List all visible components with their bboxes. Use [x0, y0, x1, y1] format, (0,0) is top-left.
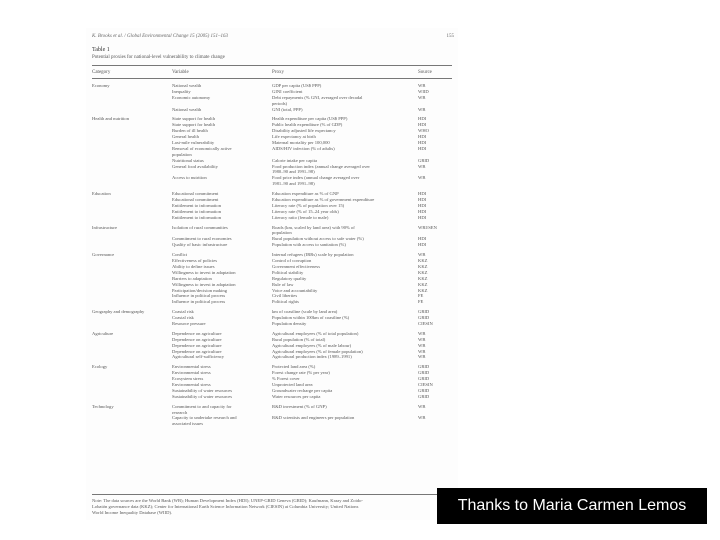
proxy-cell: Voice and accountability	[272, 287, 318, 293]
source-cell: KKZ	[418, 281, 428, 287]
variable-cell: Commitment to and capacity for	[172, 403, 232, 409]
table-body	[92, 83, 452, 431]
variable-cell: Dependence on agriculture	[172, 348, 222, 354]
variable-cell: Sustainability of water resources	[172, 393, 233, 399]
source-cell: WB	[418, 94, 426, 100]
proxy-cell: Education expenditure as % of GNP	[272, 191, 339, 197]
source-cell: HDI	[418, 202, 427, 208]
variable-cell: Influence in political process	[172, 299, 226, 305]
source-cell: HDI	[418, 116, 427, 122]
variable-cell: Barriers to adaptation	[172, 275, 212, 281]
variable-cell: Agricultural self-sufficiency	[172, 354, 225, 360]
source-cell: CIESIN	[418, 320, 433, 326]
source-cell: WIID	[418, 88, 429, 94]
column-header-proxy: Proxy	[272, 70, 284, 75]
source-cell: HDI	[418, 122, 427, 128]
proxy-cell: Control of corruption	[272, 258, 312, 264]
variable-cell: Last-mile vulnerability	[172, 140, 215, 146]
category-cell: Agriculture	[92, 330, 114, 336]
table-group	[92, 225, 452, 249]
category-cell: Economy	[92, 83, 110, 88]
source-cell: GRID	[418, 157, 430, 163]
variable-cell: General food availability	[172, 163, 218, 169]
proxy-cell: % Forest cover	[272, 376, 300, 382]
proxy-cell: Calorie intake per capita	[272, 157, 318, 163]
variable-cell: Environmental stress	[172, 381, 211, 387]
table-row	[92, 299, 452, 305]
proxy-cell: Protected land area (%)	[272, 364, 316, 370]
source-cell: WB	[418, 330, 426, 336]
variable-cell: State support for health	[172, 116, 215, 122]
table-group	[92, 364, 452, 399]
source-cell: GRID	[418, 315, 430, 321]
table-row	[92, 354, 452, 360]
table-title: Table 1	[92, 47, 110, 53]
source-cell: GRID	[418, 309, 430, 315]
proxy-cell: Agricultural employees (% of male labour)	[272, 342, 352, 348]
proxy-cell: 1980–90 and 1991–98)	[272, 169, 315, 175]
variable-cell: Educational commitment	[172, 197, 219, 203]
source-cell: CIESIN	[418, 381, 433, 387]
proxy-cell: Groundwater recharge per capita	[272, 387, 333, 393]
proxy-cell: Rule of law	[272, 281, 294, 287]
proxy-cell: Population density	[272, 320, 307, 326]
source-cell: HDI	[418, 236, 427, 242]
variable-cell: Environmental stress	[172, 370, 211, 376]
source-cell: WB	[418, 354, 426, 360]
variable-cell: Ability to define issues	[172, 263, 215, 269]
column-header-category: Category	[92, 70, 111, 75]
proxy-cell: GINI coefficient	[272, 88, 303, 94]
variable-cell: Quality of basic infrastructure	[172, 242, 228, 248]
proxy-cell: Public health expenditure (% of GDP)	[272, 122, 343, 128]
proxy-cell: Literacy rate (% of 15–24 year olds)	[272, 208, 339, 214]
source-cell: WB	[418, 415, 426, 421]
variable-cell: Access to nutrition	[172, 175, 207, 181]
proxy-cell: Agricultural employees (% of female population)	[272, 348, 363, 354]
variable-cell: National wealth	[172, 106, 202, 112]
variable-cell: State support for health	[172, 122, 215, 128]
source-cell: HDI	[418, 214, 427, 220]
variable-cell: Resource pressure	[172, 320, 206, 326]
source-cell: WRI/SEN	[418, 224, 437, 230]
table-bottom-rule	[92, 494, 452, 495]
category-cell: Geography and demography	[92, 309, 145, 315]
variable-cell: associated issues	[172, 421, 204, 427]
variable-cell: Dependence on agriculture	[172, 342, 222, 348]
category-cell: Ecology	[92, 364, 108, 370]
variable-cell: population	[172, 151, 192, 157]
proxy-cell: Health expenditure per capita (US$ PPP)	[272, 116, 348, 122]
table-group	[92, 404, 452, 428]
column-header-variable: Variable	[172, 70, 189, 75]
variable-cell: Economic autonomy	[172, 94, 211, 100]
source-cell: KKZ	[418, 287, 428, 293]
proxy-cell: R&D investment (% of GNP)	[272, 403, 327, 409]
category-cell: Infrastructure	[92, 224, 117, 230]
variable-cell: Entitlement to information	[172, 214, 221, 220]
variable-cell: Commitment to rural economies	[172, 236, 232, 242]
variable-cell: Sustainability of water resources	[172, 387, 233, 393]
source-cell: HDI	[418, 242, 427, 248]
source-cell: HDI	[418, 208, 427, 214]
variable-cell: Ecosystem stress	[172, 376, 204, 382]
variable-cell: Coastal risk	[172, 315, 194, 321]
variable-cell: Coastal risk	[172, 309, 194, 315]
page-number: 155	[446, 34, 454, 39]
variable-cell: Removal of economically active	[172, 145, 232, 151]
variable-cell: Entitlement to information	[172, 202, 221, 208]
source-cell: WHO	[418, 128, 429, 134]
source-cell: KKZ	[418, 269, 428, 275]
variable-cell: Dependence on agriculture	[172, 336, 222, 342]
variable-cell: Conflict	[172, 252, 188, 258]
variable-cell: Participation/decision making	[172, 287, 227, 293]
source-cell: GRID	[418, 364, 430, 370]
source-cell: WB	[418, 252, 426, 258]
proxy-cell: GNI (total, PPP)	[272, 106, 303, 112]
proxy-cell: Agricultural employees (% of total population)	[272, 330, 359, 336]
table-top-rule	[92, 65, 452, 66]
source-cell: WB	[418, 403, 426, 409]
source-cell: GRID	[418, 370, 430, 376]
source-cell: KKZ	[418, 258, 428, 264]
proxy-cell: Agricultural production index (1989–1991)	[272, 354, 352, 360]
variable-cell: Environmental stress	[172, 364, 211, 370]
table-row	[92, 181, 452, 187]
proxy-cell: Life expectancy at birth	[272, 134, 316, 140]
proxy-cell: periods)	[272, 100, 288, 106]
table-group	[92, 191, 452, 220]
proxy-cell: Food production index (annual change averaged over	[272, 163, 370, 169]
variable-cell: Isolation of rural communities	[172, 224, 228, 230]
header-rule	[92, 78, 452, 79]
variable-cell: Capacity to undertake research and	[172, 415, 237, 421]
source-cell: GRID	[418, 376, 430, 382]
proxy-cell: Roads (km, scaled by land area) with 90% of	[272, 224, 355, 230]
table-group	[92, 83, 452, 112]
variable-cell: Inequality	[172, 88, 191, 94]
proxy-cell: population	[272, 230, 292, 236]
source-cell: HDI	[418, 140, 427, 146]
note-line: World Income Inequality Database (WIID).	[92, 509, 173, 515]
journal-page	[86, 28, 458, 520]
proxy-cell: Government effectiveness	[272, 263, 321, 269]
table-row	[92, 107, 452, 113]
category-cell: Health and nutrition	[92, 116, 129, 122]
proxy-cell: Political stability	[272, 269, 304, 275]
source-cell: HDI	[418, 134, 427, 140]
credit-banner: Thanks to Maria Carmen Lemos	[437, 488, 707, 524]
table-row	[92, 215, 452, 221]
table-group	[92, 309, 452, 327]
proxy-cell: Unprotected land area	[272, 381, 313, 387]
source-cell: WB	[418, 342, 426, 348]
source-cell: FE	[418, 293, 424, 299]
source-cell: GRID	[418, 387, 430, 393]
table-group	[92, 116, 452, 187]
table-caption: Potential proxies for national-level vulnerability to climate change	[92, 55, 225, 60]
proxy-cell: Disability adjusted life expectancy	[272, 128, 336, 134]
source-cell: FE	[418, 299, 424, 305]
table-group	[92, 252, 452, 305]
variable-cell: Effectiveness of policies	[172, 258, 218, 264]
proxy-cell: Literacy ratio (female to male)	[272, 214, 329, 220]
table-row	[92, 421, 452, 427]
variable-cell: Dependence on agriculture	[172, 330, 222, 336]
category-cell: Technology	[92, 403, 114, 409]
variable-cell: Burden of ill health	[172, 128, 208, 134]
proxy-cell: Maternal mortality per 100,000	[272, 140, 330, 146]
variable-cell: Willingness to invest in adaptation	[172, 269, 236, 275]
variable-cell: Influence in political process	[172, 293, 226, 299]
source-cell: WB	[418, 83, 426, 88]
source-cell: WB	[418, 163, 426, 169]
note-line: Note: The data sources are the World Bank (WB); Human Development Index (HDI); UNEP-GRID Geneva (GRID); Kaufmann, Kraay and Zoido-	[92, 498, 363, 503]
proxy-cell: Population within 100km of coastline (%)	[272, 315, 350, 321]
source-cell: GRID	[418, 393, 430, 399]
source-cell: WB	[418, 348, 426, 354]
proxy-cell: Regulatory quality	[272, 275, 307, 281]
proxy-cell: Political rights	[272, 299, 299, 305]
table-note	[92, 498, 452, 515]
proxy-cell: Literacy rate (% of population over 15)	[272, 202, 345, 208]
variable-cell: National wealth	[172, 83, 202, 88]
variable-cell: General health	[172, 134, 199, 140]
category-cell: Education	[92, 191, 111, 197]
variable-cell: Entitlement to information	[172, 208, 221, 214]
proxy-cell: 1981–90 and 1991–98)	[272, 181, 315, 187]
proxy-cell: GDP per capita (US$ PPP)	[272, 83, 322, 88]
source-cell: WB	[418, 175, 426, 181]
proxy-cell: Rural population without access to safe water (%)	[272, 236, 364, 242]
source-cell: HDI	[418, 191, 427, 197]
table-row	[92, 321, 452, 327]
running-head: K. Brooks et al. / Global Environmental Change 15 (2005) 151–163	[92, 34, 229, 39]
proxy-cell: Population with access to sanitation (%)	[272, 242, 346, 248]
table-group	[92, 331, 452, 360]
proxy-cell: Rural population (% of total)	[272, 336, 326, 342]
proxy-cell: R&D scientists and engineers per population	[272, 415, 355, 421]
source-cell: WB	[418, 336, 426, 342]
variable-cell: research	[172, 409, 188, 415]
source-cell: HDI	[418, 145, 427, 151]
proxy-cell: Education expenditure as % of government expenditure	[272, 197, 375, 203]
column-header-source: Source	[418, 70, 432, 75]
proxy-cell: Forest change rate (% per year)	[272, 370, 330, 376]
source-cell: HDI	[418, 197, 427, 203]
variable-cell: Educational commitment	[172, 191, 219, 197]
table-row	[92, 394, 452, 400]
proxy-cell: Food price index (annual change averaged over	[272, 175, 360, 181]
proxy-cell: Internal refugees (IRRs) scale by population	[272, 252, 354, 258]
note-line: Lobatón governance data (KKZ); Center for International Earth Science Information Network (CIESIN) at Columbia University; United Nations	[92, 503, 359, 509]
proxy-cell: Water resources per capita	[272, 393, 321, 399]
source-cell: KKZ	[418, 263, 428, 269]
proxy-cell: AIDS/HIV infection (% of adults)	[272, 145, 335, 151]
source-cell: KKZ	[418, 275, 428, 281]
proxy-cell: Debt repayments (% GNI, averaged over decadal	[272, 94, 363, 100]
table-row	[92, 242, 452, 248]
proxy-cell: km of coastline (scale by land area)	[272, 309, 338, 315]
source-cell: WB	[418, 106, 426, 112]
category-cell: Governance	[92, 252, 115, 258]
proxy-cell: Civil liberties	[272, 293, 298, 299]
variable-cell: Nutritional status	[172, 157, 204, 163]
variable-cell: Willingness to invest in adaptation	[172, 281, 236, 287]
